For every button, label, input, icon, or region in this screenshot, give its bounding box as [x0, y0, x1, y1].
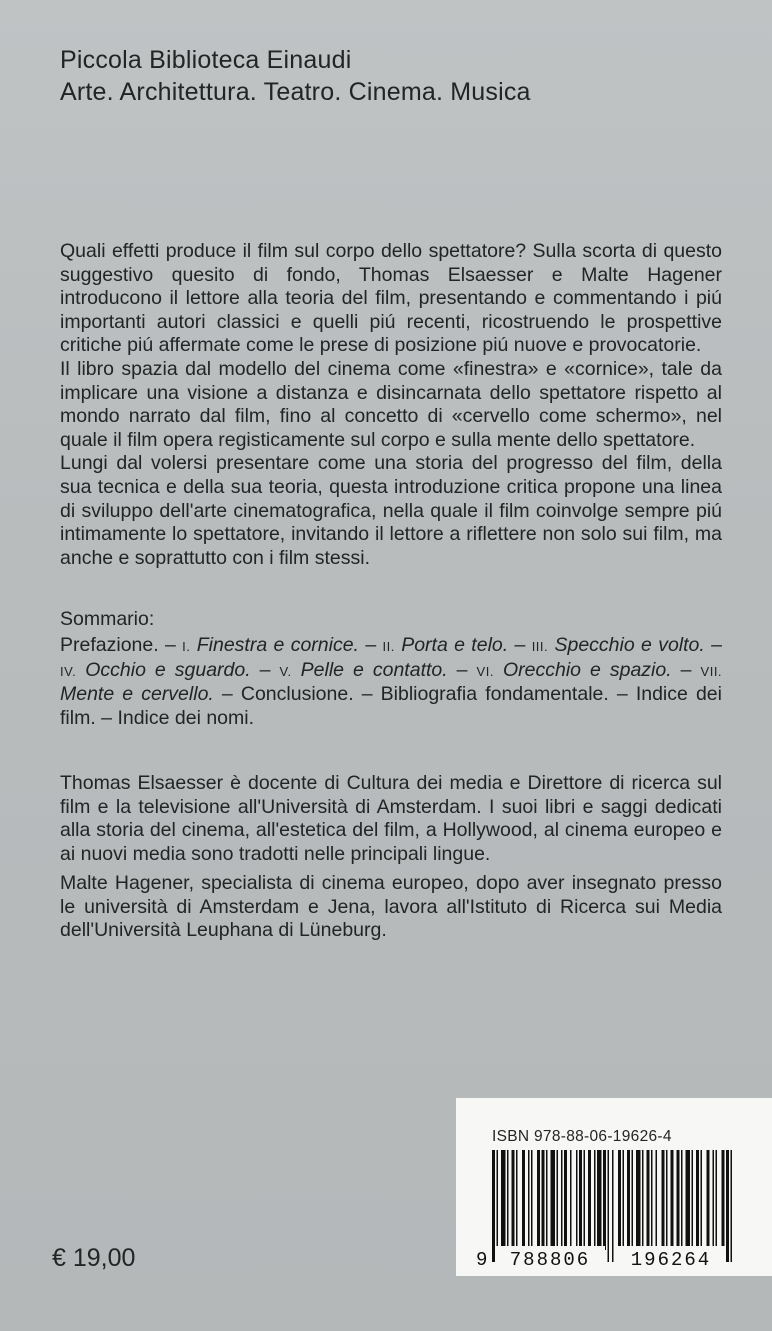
barcode-bar [662, 1150, 665, 1250]
barcode-bar [501, 1150, 506, 1250]
blurb-paragraph: Lungi dal volersi presentare come una storia del progresso del film, della sua tecnica e della sua teoria, questa introduzione critica propone una linea di sviluppo dell'arte cinematografica, nella quale il film coinvolge sempre piú intimamente lo spettatore, invitando il lettore a riflettere non solo sui film, ma anche e soprattutto con i film stessi. [60, 452, 722, 569]
chapter-title: Specchio e volto. [554, 634, 705, 656]
barcode-bar [618, 1150, 621, 1250]
barcode-bar [531, 1150, 533, 1250]
barcode-bar [507, 1150, 509, 1250]
barcode-bar [686, 1150, 691, 1250]
author-bio-elsaesser: Thomas Elsaesser è docente di Cultura dei media e Direttore di ricerca sul film e la televisione all'Università di Amsterdam. I suoi libri e saggi dedicati alla storia del cinema, all'estetica del film, a Hollywood, al cinema europeo e ai nuovi media sono tradotti nelle principali lingue. [60, 772, 722, 865]
barcode-bar [588, 1150, 591, 1250]
chapter-number: II. [382, 639, 395, 654]
barcode-bar [696, 1150, 699, 1250]
barcode-bar [492, 1150, 495, 1262]
barcode-bar [636, 1150, 641, 1250]
barcode-bar [551, 1150, 556, 1250]
blurb [60, 240, 722, 570]
barcode-bar [516, 1150, 518, 1250]
barcode-bar [537, 1150, 540, 1250]
barcode-bar [651, 1150, 653, 1250]
chapter-number: VI. [476, 663, 494, 679]
toc-back-matter: Indice dei film. [60, 683, 722, 729]
barcode-bar [656, 1150, 658, 1250]
chapter-title: Occhio e sguardo. [85, 658, 251, 681]
barcode-bar [497, 1150, 499, 1262]
chapter-number: I. [182, 639, 191, 654]
barcode-bar [627, 1150, 630, 1250]
blurb-paragraph: Il libro spazia dal modello del cinema come «finestra» e «cornice», tale da implicare una visione a distanza e disincarnata dello spettatore rispetto al mondo narrato dal film, fino al concetto di «cervello come schermo», nel quale il film opera registicamente sul corpo e sulla mente dello spettatore. [60, 357, 722, 451]
barcode-bar [603, 1150, 606, 1250]
barcode-bar [713, 1150, 715, 1250]
author-bio-hagener: Malte Hagener, specialista di cinema europeo, dopo aver insegnato presso le università di Amsterdam e Jena, lavora all'Istituto di Ricerca sui Media dell'Università Leuphana di Lüneburg. [60, 872, 722, 942]
toc-back-matter: Indice dei nomi. [117, 706, 255, 729]
barcode-bar [557, 1150, 559, 1250]
barcode-bar [726, 1150, 729, 1262]
barcode-bar [594, 1150, 596, 1250]
barcode-bar [731, 1150, 733, 1262]
barcode-bar [677, 1150, 680, 1250]
series-header [60, 44, 531, 108]
barcode-bar [512, 1150, 515, 1250]
barcode-bar [522, 1150, 525, 1250]
barcode-digits-right: 196264 [630, 1249, 712, 1270]
chapter-title: Pelle e contatto. [300, 658, 448, 681]
barcode-bar [716, 1150, 718, 1250]
table-of-contents: Prefazione. – I. Finestra e cornice. – II. Porta e telo. – III. Specchio e volto. – IV. Occhio e sguardo. – V. Pelle e contatto. – VI. Orecchio e spazio. – VII. Mente e cervello. – Conclusione. – Bibliografia fondamentale. – Indice dei film. – Indice dei nomi. [60, 634, 723, 729]
chapter-number: IV. [60, 663, 77, 679]
barcode-bar [632, 1150, 634, 1250]
barcode-digit-lead: 9 [476, 1249, 488, 1270]
chapter-title: Mente e cervello. [60, 683, 214, 706]
chapter-number: III. [531, 639, 549, 654]
barcode-bar [528, 1150, 530, 1250]
series-subject: Arte. Architettura. Teatro. Cinema. Musica [60, 78, 531, 106]
barcode-bar [642, 1150, 644, 1250]
barcode-bar [707, 1150, 710, 1250]
price: € 19,00 [52, 1244, 136, 1272]
barcode-bar [608, 1150, 610, 1262]
barcode-bar [692, 1150, 694, 1250]
barcode-bar [597, 1150, 602, 1250]
barcode-bar [570, 1150, 572, 1250]
blurb-paragraph: Quali effetti produce il film sul corpo dello spettatore? Sulla scorta di questo suggestivo quesito di fondo, Thomas Elsaesser e Malte Hagener introducono il lettore alla teoria del film, presentando e commentando i piú importanti autori classici e quelli piú recenti, ricostruendo le prospettive critiche piú affermate come le prese di posizione piú nuove e provocatorie. [60, 240, 722, 357]
chapter-title: Orecchio e spazio. [502, 658, 672, 681]
barcode-bar [681, 1150, 683, 1250]
barcode-digits-left: 788806 [509, 1249, 591, 1270]
chapter-number: V. [279, 663, 292, 679]
barcode-bar [647, 1150, 650, 1250]
chapter-title: Finestra e cornice. [196, 634, 359, 656]
barcode-bar [671, 1150, 674, 1250]
toc-prefazione: Prefazione. [60, 634, 159, 656]
barcode [470, 1150, 754, 1270]
barcode-bar [564, 1150, 567, 1250]
barcode-bar [584, 1150, 586, 1250]
barcode-bar [561, 1150, 563, 1250]
barcode-bar [546, 1150, 548, 1250]
isbn-label: ISBN 978-88-06-19626-4 [492, 1128, 672, 1145]
toc-back-matter: Conclusione. [240, 683, 354, 706]
barcode-bar [579, 1150, 582, 1250]
series-name: Piccola Biblioteca Einaudi [60, 46, 352, 74]
barcode-bar [576, 1150, 578, 1250]
barcode-bar [542, 1150, 545, 1250]
barcode-bar [623, 1150, 625, 1250]
barcode-bar [701, 1150, 703, 1250]
toc-back-matter: Bibliografia fondamentale. [380, 683, 609, 706]
chapter-title: Porta e telo. [401, 634, 509, 656]
barcode-bar [612, 1150, 614, 1262]
summary-heading: Sommario: [60, 608, 155, 630]
chapter-number: VII. [700, 663, 723, 679]
barcode-bar [722, 1150, 725, 1250]
barcode-bar [666, 1150, 668, 1250]
